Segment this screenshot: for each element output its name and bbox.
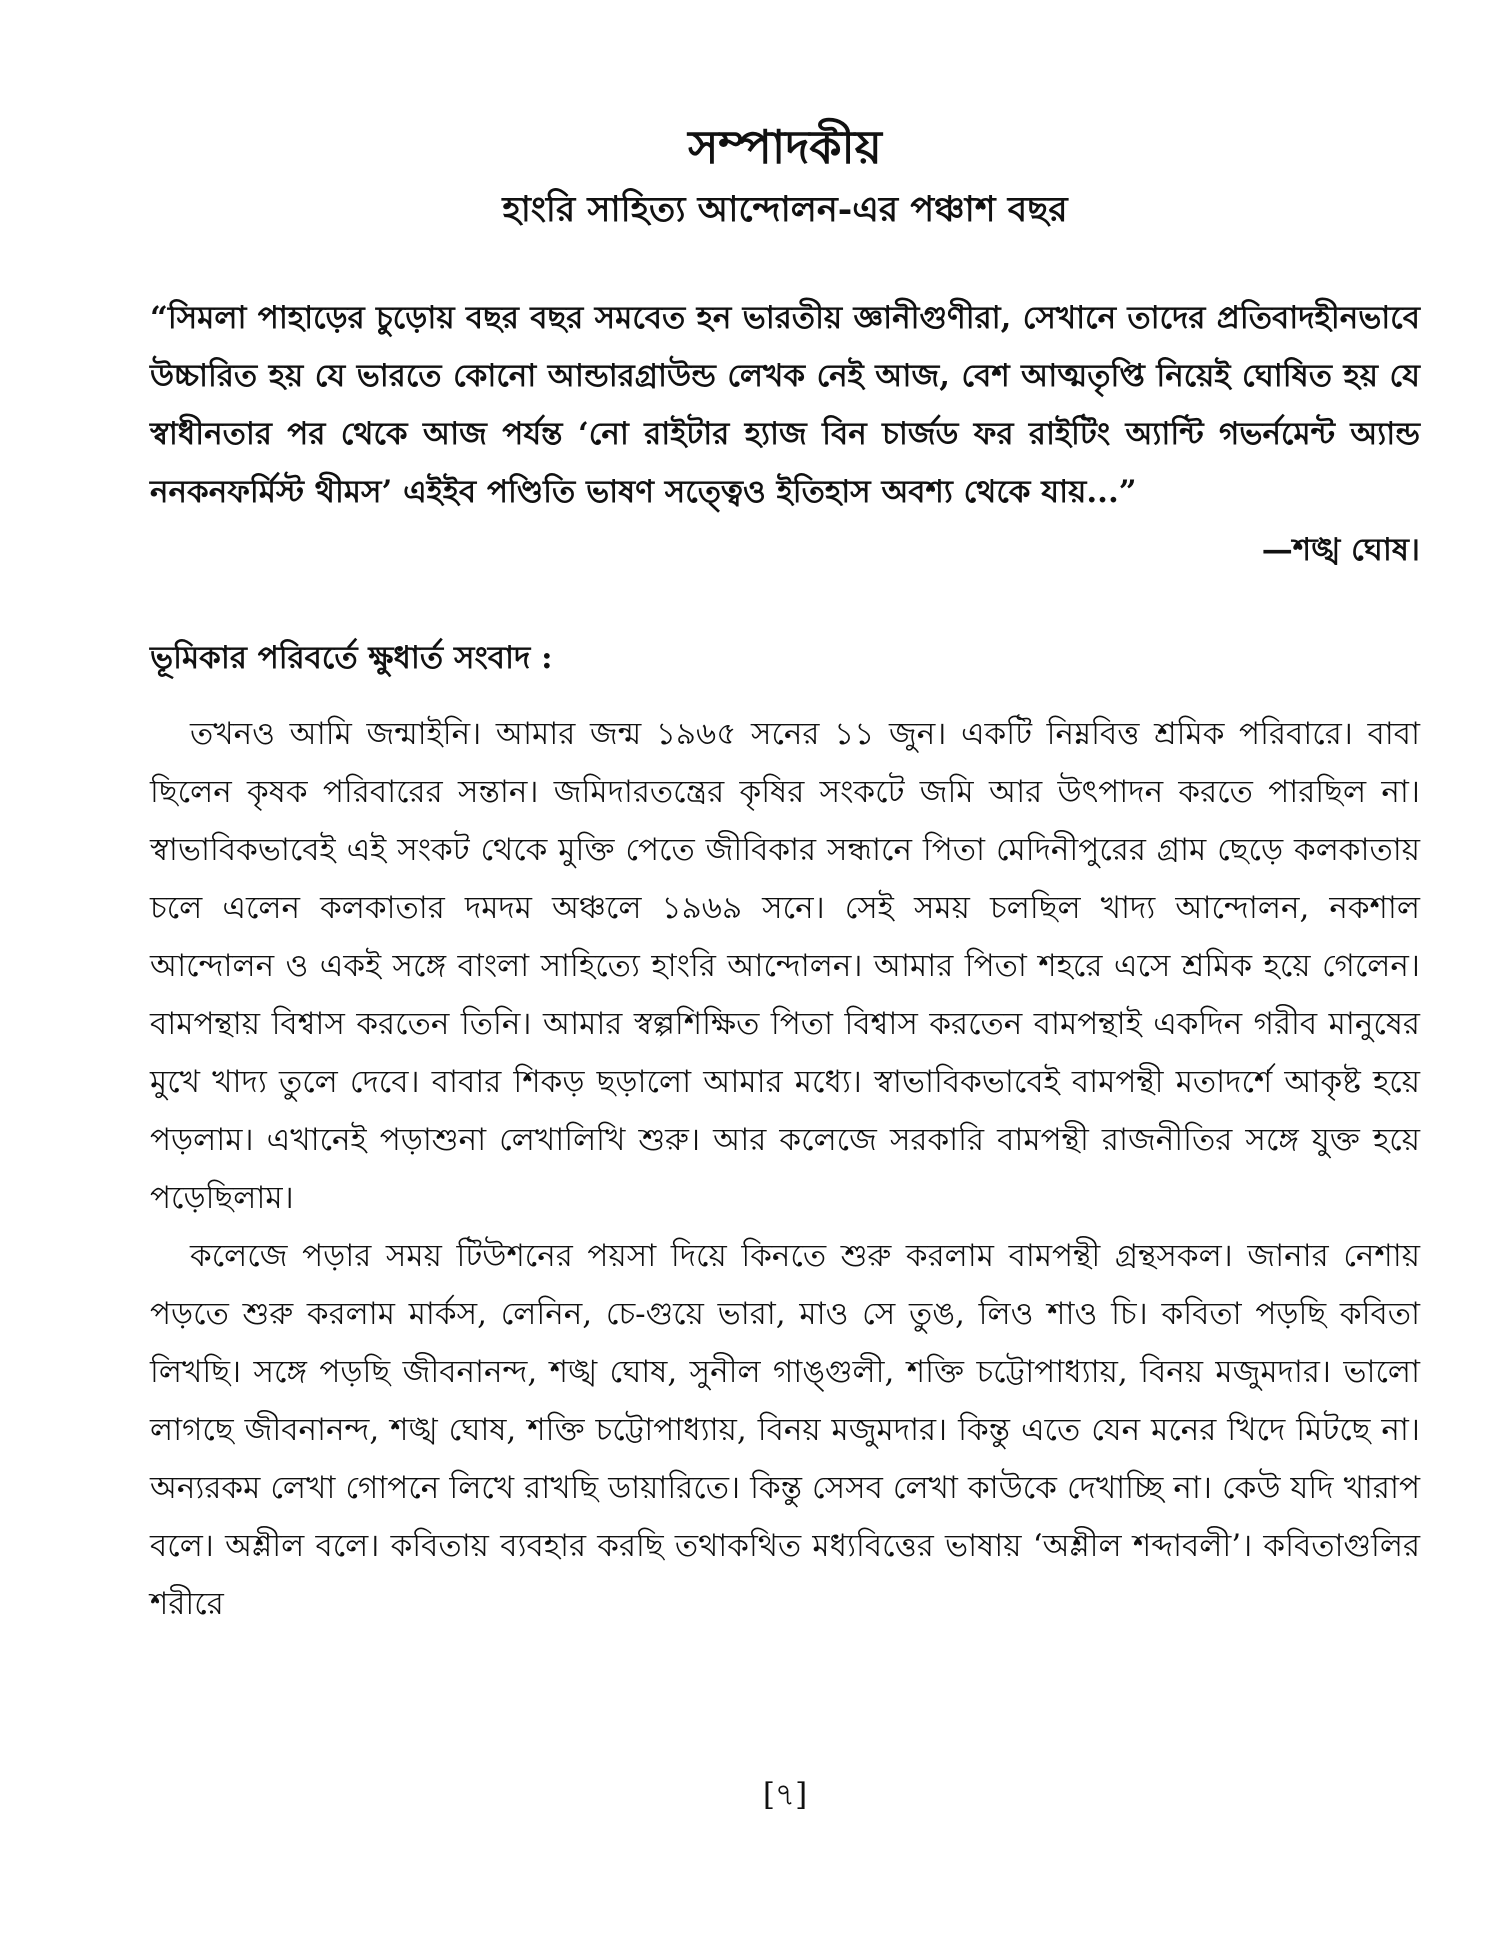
- body-paragraph-2: কলেজে পড়ার সময় টিউশনের পয়সা দিয়ে কিনতে শুরু করলাম বামপন্থী গ্রন্থসকল। জানার নেশায় পড়তে শুরু করলাম মার্কস, লেনিন, চে-গুয়ে ভারা, মাও সে তুঙ, লিও শাও চি। কবিতা পড়ছি কবিতা লিখছি। সঙ্গে পড়ছি জীবনানন্দ, শঙ্খ ঘোষ, সুনীল গাঙ্গুলী, শক্তি চট্টোপাধ্যায়, বিনয় মজুমদার। ভালো লাগছে জীবনানন্দ, শঙ্খ ঘোষ, শক্তি চট্টোপাধ্যায়, বিনয় মজুমদার। কিন্তু এতে যেন মনের খিদে মিটছে না। অন্যরকম লেখা গোপনে লিখে রাখছি ডায়ারিতে। কিন্তু সেসব লেখা কাউকে দেখাচ্ছি না। কেউ যদি খারাপ বলে। অশ্লীল বলে। কবিতায় ব্যবহার করছি তথাকথিত মধ্যবিত্তের ভাষায় ‘অশ্লীল শব্দাবলী’। কবিতাগুলির শরীরে: [150, 1238, 1420, 1623]
- page-subtitle: হাংরি সাহিত্য আন্দোলন-এর পঞ্চাশ বছর: [502, 189, 1068, 231]
- page-title: সম্পাদকীয়: [688, 120, 882, 174]
- document-page: [150, 120, 1420, 1820]
- quote-attribution: —শঙ্খ ঘোষ।: [1261, 532, 1420, 569]
- body-paragraph-1: তখনও আমি জন্মাইনি। আমার জন্ম ১৯৬৫ সনের ১১ জুন। একটি নিম্নবিত্ত শ্রমিক পরিবারে। বাবা ছিলেন কৃষক পরিবারের সন্তান। জমিদারতন্ত্রের কৃষির সংকটে জমি আর উৎপাদন করতে পারছিল না। স্বাভাবিকভাবেই এই সংকট থেকে মুক্তি পেতে জীবিকার সন্ধানে পিতা মেদিনীপুরের গ্রাম ছেড়ে কলকাতায় চলে এলেন কলকাতার দমদম অঞ্চলে ১৯৬৯ সনে। সেই সময় চলছিল খাদ্য আন্দোলন, নকশাল আন্দোলন ও একই সঙ্গে বাংলা সাহিত্যে হাংরি আন্দোলন। আমার পিতা শহরে এসে শ্রমিক হয়ে গেলেন। বামপন্থায় বিশ্বাস করতেন তিনি। আমার স্বল্পশিক্ষিত পিতা বিশ্বাস করতেন বামপন্থাই একদিন গরীব মানুষের মুখে খাদ্য তুলে দেবে। বাবার শিকড় ছড়ালো আমার মধ্যে। স্বাভাবিকভাবেই বামপন্থী মতাদর্শে আকৃষ্ট হয়ে পড়লাম। এখানেই পড়াশুনা লেখালিখি শুরু। আর কলেজে সরকারি বামপন্থী রাজনীতির সঙ্গে যুক্ত হয়ে পড়েছিলাম।: [150, 716, 1420, 1217]
- page-number: [৭]: [762, 1777, 808, 1813]
- epigraph-quote: “সিমলা পাহাড়ের চুড়োয় বছর বছর সমবেত হন ভারতীয় জ্ঞানীগুণীরা, সেখানে তাদের প্রতিবাদহীনভাবে উচ্চারিত হয় যে ভারতে কোনো আন্ডারগ্রাউন্ড লেখক নেই আজ, বেশ আত্মতৃপ্তি নিয়েই ঘোষিত হয় যে স্বাধীনতার পর থেকে আজ পর্যন্ত ‘নো রাইটার হ্যাজ বিন চার্জড ফর রাইটিং অ্যান্টি গভর্নমেন্ট অ্যান্ড ননকনফর্মিস্ট থীমস’ এইইব পণ্ডিতি ভাষণ সত্ত্বেও ইতিহাস অবশ্য থেকে যায়...”: [150, 300, 1420, 511]
- section-heading: ভূমিকার পরিবর্তে ক্ষুধার্ত সংবাদ :: [150, 640, 553, 677]
